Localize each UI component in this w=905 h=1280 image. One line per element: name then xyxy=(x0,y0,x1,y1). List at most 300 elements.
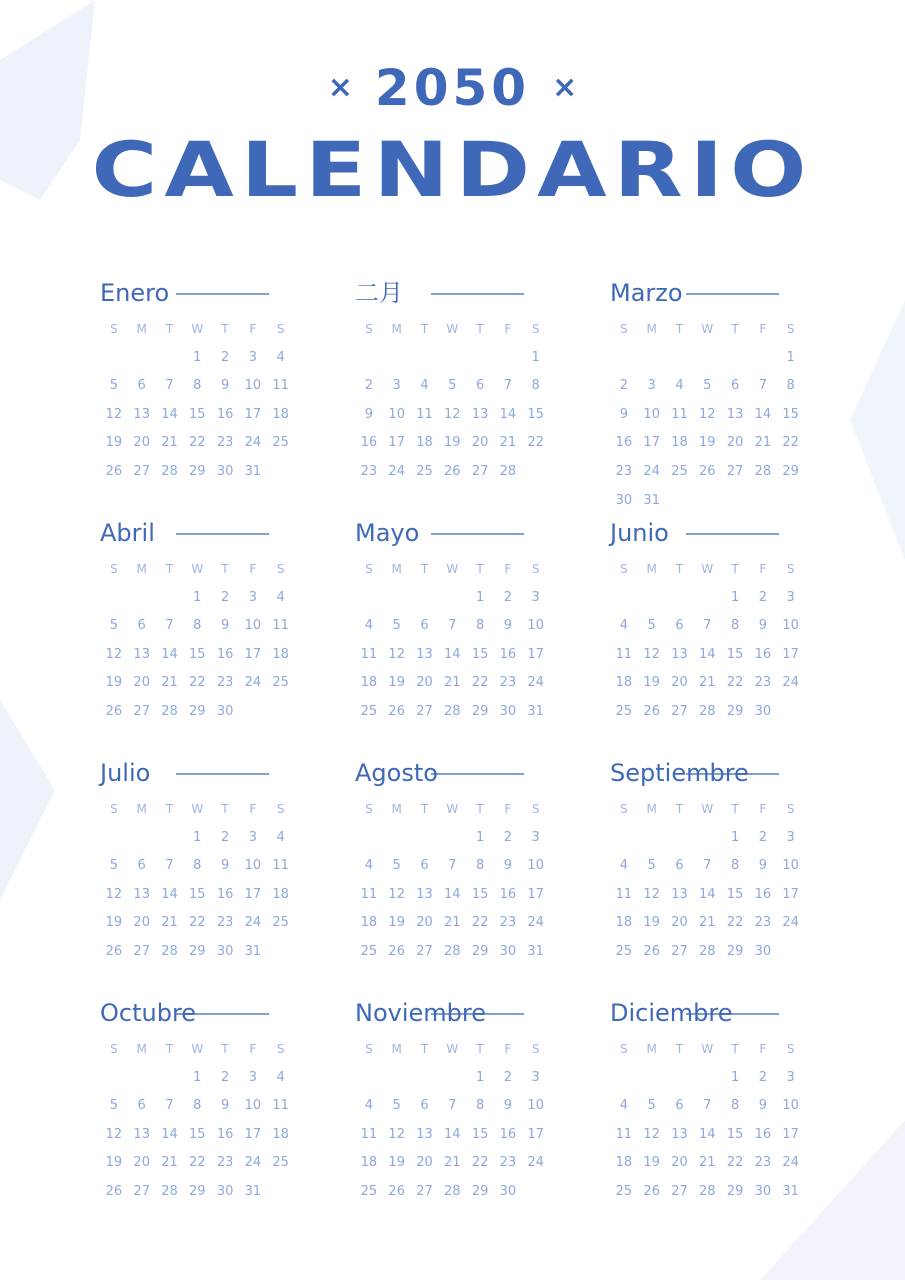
weekday-header: T xyxy=(731,562,739,576)
day-cell: 23 xyxy=(499,915,517,931)
day-cell: 5 xyxy=(647,1098,656,1114)
day-cell: 22 xyxy=(189,1155,206,1171)
day-cell: 16 xyxy=(216,406,234,422)
day-cell: 30 xyxy=(216,1183,234,1199)
day-cell: 6 xyxy=(730,378,740,394)
month-block xyxy=(355,995,610,1235)
day-cell: 14 xyxy=(699,646,716,662)
day-cell: 6 xyxy=(675,618,684,634)
empty-day-cell xyxy=(100,824,128,853)
day-cell: 29 xyxy=(726,943,744,959)
day-cell: 6 xyxy=(137,378,146,394)
day-cell: 14 xyxy=(161,646,178,662)
day-cell: 13 xyxy=(671,886,688,902)
weekday-header: T xyxy=(221,562,229,576)
month-name: Diciembre xyxy=(610,999,733,1027)
day-cell: 24 xyxy=(527,915,544,931)
day-cell: 10 xyxy=(527,1098,544,1114)
empty-day-cell xyxy=(638,1064,666,1093)
day-cell: 30 xyxy=(216,943,234,959)
empty-day-cell xyxy=(128,344,156,373)
month-block xyxy=(355,755,610,995)
day-cell: 18 xyxy=(360,1155,378,1171)
day-cell: 5 xyxy=(703,378,712,394)
day-cell: 24 xyxy=(244,435,262,451)
day-cell: 25 xyxy=(360,703,378,719)
day-cell: 24 xyxy=(527,1155,544,1171)
day-cell: 22 xyxy=(726,675,744,691)
empty-day-cell xyxy=(100,584,128,613)
day-cell: 18 xyxy=(360,675,378,691)
day-cell: 2 xyxy=(220,589,230,605)
weekday-header: F xyxy=(249,1042,257,1056)
day-cell: 5 xyxy=(448,378,457,394)
weekday-header: M xyxy=(646,322,657,336)
day-cell: 22 xyxy=(782,435,799,451)
month-block xyxy=(100,515,355,755)
weekday-header: S xyxy=(531,1042,540,1056)
day-cell: 17 xyxy=(244,1126,262,1142)
day-cell: 4 xyxy=(276,1069,285,1085)
weekday-header: T xyxy=(675,322,684,336)
day-cell: 2 xyxy=(220,1069,230,1085)
day-cell: 20 xyxy=(726,435,744,451)
day-cell: 27 xyxy=(671,943,688,959)
day-cell: 31 xyxy=(244,1183,262,1199)
empty-day-cell xyxy=(383,1064,411,1093)
day-cell: 9 xyxy=(503,858,513,874)
day-cell: 6 xyxy=(420,1098,429,1114)
month-header xyxy=(610,275,810,315)
weekday-header: F xyxy=(504,1042,512,1056)
day-cell: 17 xyxy=(244,646,262,662)
weekday-header: S xyxy=(276,1042,285,1056)
day-cell: 12 xyxy=(388,646,405,662)
day-cell: 22 xyxy=(189,675,206,691)
month-header xyxy=(355,995,610,1035)
empty-day-cell xyxy=(128,584,156,613)
month-header xyxy=(355,515,610,555)
day-cell: 10 xyxy=(782,858,799,874)
day-cell: 28 xyxy=(161,943,178,959)
day-cell: 21 xyxy=(161,675,178,691)
weekday-header: F xyxy=(249,802,257,816)
day-cell: 18 xyxy=(272,406,289,422)
empty-day-cell xyxy=(610,344,638,373)
month-name: Mayo xyxy=(355,519,420,547)
day-cell: 1 xyxy=(475,1069,485,1085)
day-cell: 26 xyxy=(699,463,716,479)
day-cell: 29 xyxy=(726,1183,744,1199)
month-header xyxy=(610,995,810,1035)
empty-day-cell xyxy=(638,344,666,373)
day-cell: 19 xyxy=(105,435,123,451)
empty-day-cell xyxy=(610,824,638,853)
day-cell: 6 xyxy=(137,618,146,634)
empty-day-cell xyxy=(128,824,156,853)
days-grid xyxy=(100,315,355,487)
day-cell: 25 xyxy=(615,703,633,719)
weekday-header: S xyxy=(110,1042,118,1056)
day-cell: 11 xyxy=(360,1126,378,1142)
day-cell: 18 xyxy=(416,435,433,451)
day-cell: 15 xyxy=(189,646,206,662)
weekday-header: T xyxy=(165,562,174,576)
day-cell: 9 xyxy=(220,1098,230,1114)
day-cell: 27 xyxy=(671,703,688,719)
month-divider-line xyxy=(176,293,269,295)
day-cell: 15 xyxy=(726,886,744,902)
day-cell: 22 xyxy=(189,435,206,451)
day-cell: 24 xyxy=(527,675,544,691)
day-cell: 31 xyxy=(782,1183,799,1199)
day-cell: 25 xyxy=(272,915,289,931)
weekday-header: S xyxy=(620,802,628,816)
empty-day-cell xyxy=(411,344,439,373)
weekday-header: M xyxy=(391,562,402,576)
day-cell: 18 xyxy=(272,646,289,662)
day-cell: 12 xyxy=(105,886,123,902)
day-cell: 5 xyxy=(392,1098,401,1114)
month-block xyxy=(355,515,610,755)
weekday-header: T xyxy=(476,1042,484,1056)
day-cell: 24 xyxy=(244,1155,262,1171)
weekday-header: F xyxy=(249,562,257,576)
day-cell: 10 xyxy=(643,406,660,422)
weekday-header: S xyxy=(365,802,373,816)
day-cell: 26 xyxy=(388,703,405,719)
day-cell: 19 xyxy=(105,915,123,931)
day-cell: 23 xyxy=(754,675,772,691)
day-cell: 17 xyxy=(388,435,405,451)
day-cell: 5 xyxy=(647,618,656,634)
day-cell: 1 xyxy=(730,1069,740,1085)
weekday-header: T xyxy=(675,562,684,576)
day-cell: 18 xyxy=(272,886,289,902)
cross-icon-left: × xyxy=(327,70,353,105)
day-cell: 8 xyxy=(475,858,485,874)
day-cell: 29 xyxy=(189,1183,206,1199)
empty-day-cell xyxy=(666,584,694,613)
day-cell: 8 xyxy=(193,618,202,634)
day-cell: 12 xyxy=(388,1126,405,1142)
weekday-header: T xyxy=(476,802,484,816)
day-cell: 21 xyxy=(754,435,772,451)
day-cell: 7 xyxy=(448,858,457,874)
day-cell: 23 xyxy=(615,463,633,479)
day-cell: 4 xyxy=(276,589,285,605)
weekday-header: W xyxy=(446,322,459,336)
day-cell: 29 xyxy=(782,463,799,479)
day-cell: 9 xyxy=(758,618,768,634)
day-cell: 27 xyxy=(133,463,150,479)
month-name: Julio xyxy=(100,759,151,787)
day-cell: 3 xyxy=(531,829,540,845)
day-cell: 1 xyxy=(730,589,740,605)
day-cell: 29 xyxy=(471,703,489,719)
day-cell: 22 xyxy=(527,435,544,451)
day-cell: 8 xyxy=(730,1098,740,1114)
day-cell: 10 xyxy=(527,618,544,634)
day-cell: 16 xyxy=(754,646,772,662)
empty-day-cell xyxy=(100,344,128,373)
day-cell: 6 xyxy=(420,618,429,634)
day-cell: 21 xyxy=(499,435,517,451)
day-cell: 17 xyxy=(527,886,544,902)
day-cell: 30 xyxy=(499,703,517,719)
day-cell: 22 xyxy=(726,1155,744,1171)
day-cell: 23 xyxy=(754,1155,772,1171)
day-cell: 10 xyxy=(244,618,262,634)
day-cell: 17 xyxy=(782,646,799,662)
days-grid xyxy=(355,315,610,487)
day-cell: 20 xyxy=(671,675,688,691)
day-cell: 14 xyxy=(754,406,772,422)
weekday-header: T xyxy=(675,802,684,816)
day-cell: 2 xyxy=(364,378,374,394)
day-cell: 22 xyxy=(189,915,206,931)
day-cell: 24 xyxy=(782,675,799,691)
weekday-header: T xyxy=(165,322,174,336)
day-cell: 16 xyxy=(216,1126,234,1142)
day-cell: 7 xyxy=(703,1098,712,1114)
day-cell: 11 xyxy=(615,1126,633,1142)
day-cell: 11 xyxy=(272,858,289,874)
day-cell: 11 xyxy=(671,406,688,422)
day-cell: 27 xyxy=(133,703,150,719)
day-cell: 27 xyxy=(133,943,150,959)
weekday-header: S xyxy=(365,562,373,576)
day-cell: 23 xyxy=(216,915,234,931)
day-cell: 11 xyxy=(272,1098,289,1114)
day-cell: 26 xyxy=(643,1183,660,1199)
day-cell: 28 xyxy=(444,943,461,959)
day-cell: 9 xyxy=(220,378,230,394)
empty-day-cell xyxy=(355,344,383,373)
day-cell: 16 xyxy=(615,435,633,451)
month-name: Abril xyxy=(100,519,155,547)
day-cell: 18 xyxy=(615,915,633,931)
weekday-header: W xyxy=(701,1042,714,1056)
weekday-header: M xyxy=(646,802,657,816)
day-cell: 13 xyxy=(416,1126,433,1142)
month-header xyxy=(100,515,355,555)
day-cell: 7 xyxy=(703,858,712,874)
day-cell: 18 xyxy=(615,675,633,691)
weekday-header: S xyxy=(531,802,540,816)
day-cell: 25 xyxy=(360,1183,378,1199)
day-cell: 3 xyxy=(786,1069,795,1085)
day-cell: 27 xyxy=(471,463,489,479)
month-header xyxy=(100,755,355,795)
day-cell: 22 xyxy=(471,915,489,931)
month-header xyxy=(355,755,610,795)
day-cell: 12 xyxy=(388,886,405,902)
weekday-header: S xyxy=(110,802,118,816)
month-divider-line xyxy=(686,533,779,535)
day-cell: 14 xyxy=(444,886,461,902)
day-cell: 28 xyxy=(161,703,178,719)
empty-day-cell xyxy=(638,584,666,613)
day-cell: 10 xyxy=(244,1098,262,1114)
month-block xyxy=(610,515,810,755)
weekday-header: M xyxy=(136,562,147,576)
day-cell: 19 xyxy=(388,675,405,691)
day-cell: 9 xyxy=(220,618,230,634)
day-cell: 1 xyxy=(475,829,485,845)
day-cell: 20 xyxy=(133,435,150,451)
empty-day-cell xyxy=(494,344,522,373)
month-divider-line xyxy=(431,533,524,535)
day-cell: 28 xyxy=(499,463,517,479)
day-cell: 12 xyxy=(444,406,461,422)
day-cell: 24 xyxy=(244,915,262,931)
month-divider-line xyxy=(176,773,269,775)
weekday-header: S xyxy=(620,562,628,576)
empty-day-cell xyxy=(638,824,666,853)
day-cell: 4 xyxy=(276,829,285,845)
day-cell: 30 xyxy=(216,463,234,479)
day-cell: 2 xyxy=(503,829,513,845)
day-cell: 28 xyxy=(444,1183,461,1199)
weekday-header: S xyxy=(365,1042,373,1056)
day-cell: 28 xyxy=(444,703,461,719)
weekday-header: T xyxy=(731,802,739,816)
month-header xyxy=(100,275,355,315)
star-shape-right xyxy=(850,300,905,560)
day-cell: 17 xyxy=(527,646,544,662)
empty-day-cell xyxy=(693,824,721,853)
weekday-header: W xyxy=(446,562,459,576)
day-cell: 4 xyxy=(364,1098,374,1114)
day-cell: 29 xyxy=(471,943,489,959)
day-cell: 16 xyxy=(754,886,772,902)
month-name: Octubre xyxy=(100,999,197,1027)
day-cell: 26 xyxy=(388,1183,405,1199)
day-cell: 21 xyxy=(161,435,178,451)
day-cell: 19 xyxy=(643,915,660,931)
day-cell: 31 xyxy=(527,943,544,959)
weekday-header: S xyxy=(365,322,373,336)
weekday-header: M xyxy=(391,322,402,336)
weekday-header: S xyxy=(110,322,118,336)
day-cell: 7 xyxy=(165,378,174,394)
day-cell: 2 xyxy=(758,1069,768,1085)
months-grid xyxy=(100,275,810,1235)
weekday-header: F xyxy=(759,562,767,576)
day-cell: 18 xyxy=(272,1126,289,1142)
day-cell: 13 xyxy=(671,646,688,662)
weekday-header: T xyxy=(420,1042,429,1056)
weekday-header: T xyxy=(420,802,429,816)
month-name: Noviembre xyxy=(355,999,486,1027)
weekday-header: T xyxy=(675,1042,684,1056)
empty-day-cell xyxy=(156,824,184,853)
empty-day-cell xyxy=(438,1064,466,1093)
day-cell: 26 xyxy=(105,703,123,719)
day-cell: 27 xyxy=(671,1183,688,1199)
day-cell: 28 xyxy=(699,703,716,719)
day-cell: 12 xyxy=(699,406,716,422)
day-cell: 12 xyxy=(643,886,660,902)
empty-day-cell xyxy=(411,824,439,853)
day-cell: 25 xyxy=(416,463,433,479)
weekday-header: T xyxy=(731,322,739,336)
day-cell: 9 xyxy=(758,858,768,874)
month-header xyxy=(610,515,810,555)
day-cell: 2 xyxy=(503,1069,513,1085)
empty-day-cell xyxy=(438,824,466,853)
day-cell: 25 xyxy=(272,675,289,691)
month-header xyxy=(610,755,810,795)
day-cell: 11 xyxy=(272,618,289,634)
weekday-header: W xyxy=(191,562,204,576)
day-cell: 30 xyxy=(216,703,234,719)
month-divider-line xyxy=(431,293,524,295)
weekday-header: T xyxy=(476,562,484,576)
weekday-header: F xyxy=(759,1042,767,1056)
day-cell: 1 xyxy=(193,589,202,605)
month-header xyxy=(355,275,610,315)
day-cell: 30 xyxy=(499,1183,517,1199)
month-name: Junio xyxy=(610,519,669,547)
days-grid xyxy=(100,555,355,727)
day-cell: 21 xyxy=(444,675,461,691)
day-cell: 8 xyxy=(193,1098,202,1114)
day-cell: 15 xyxy=(189,886,206,902)
empty-day-cell xyxy=(749,344,777,373)
month-name: Marzo xyxy=(610,279,683,307)
month-block xyxy=(610,755,810,995)
day-cell: 30 xyxy=(754,943,772,959)
day-cell: 25 xyxy=(272,435,289,451)
day-cell: 5 xyxy=(392,858,401,874)
days-grid xyxy=(100,795,355,967)
empty-day-cell xyxy=(466,344,494,373)
weekday-header: W xyxy=(191,802,204,816)
day-cell: 1 xyxy=(786,349,795,365)
day-cell: 2 xyxy=(220,829,230,845)
year-row xyxy=(0,58,905,118)
month-divider-line xyxy=(176,533,269,535)
day-cell: 8 xyxy=(475,618,485,634)
day-cell: 14 xyxy=(499,406,517,422)
day-cell: 23 xyxy=(360,463,378,479)
days-grid xyxy=(100,1035,355,1207)
day-cell: 10 xyxy=(527,858,544,874)
day-cell: 14 xyxy=(161,1126,178,1142)
day-cell: 3 xyxy=(531,1069,540,1085)
day-cell: 10 xyxy=(244,858,262,874)
day-cell: 5 xyxy=(647,858,656,874)
day-cell: 4 xyxy=(675,378,684,394)
day-cell: 13 xyxy=(133,886,150,902)
day-cell: 18 xyxy=(671,435,688,451)
day-cell: 9 xyxy=(220,858,230,874)
weekday-header: T xyxy=(731,1042,739,1056)
day-cell: 28 xyxy=(161,463,178,479)
weekday-header: W xyxy=(191,322,204,336)
days-grid xyxy=(610,555,810,727)
day-cell: 2 xyxy=(619,378,629,394)
empty-day-cell xyxy=(383,584,411,613)
day-cell: 17 xyxy=(782,1126,799,1142)
day-cell: 4 xyxy=(619,1098,629,1114)
weekday-header: M xyxy=(136,1042,147,1056)
weekday-header: F xyxy=(759,802,767,816)
day-cell: 14 xyxy=(699,886,716,902)
day-cell: 26 xyxy=(105,1183,123,1199)
